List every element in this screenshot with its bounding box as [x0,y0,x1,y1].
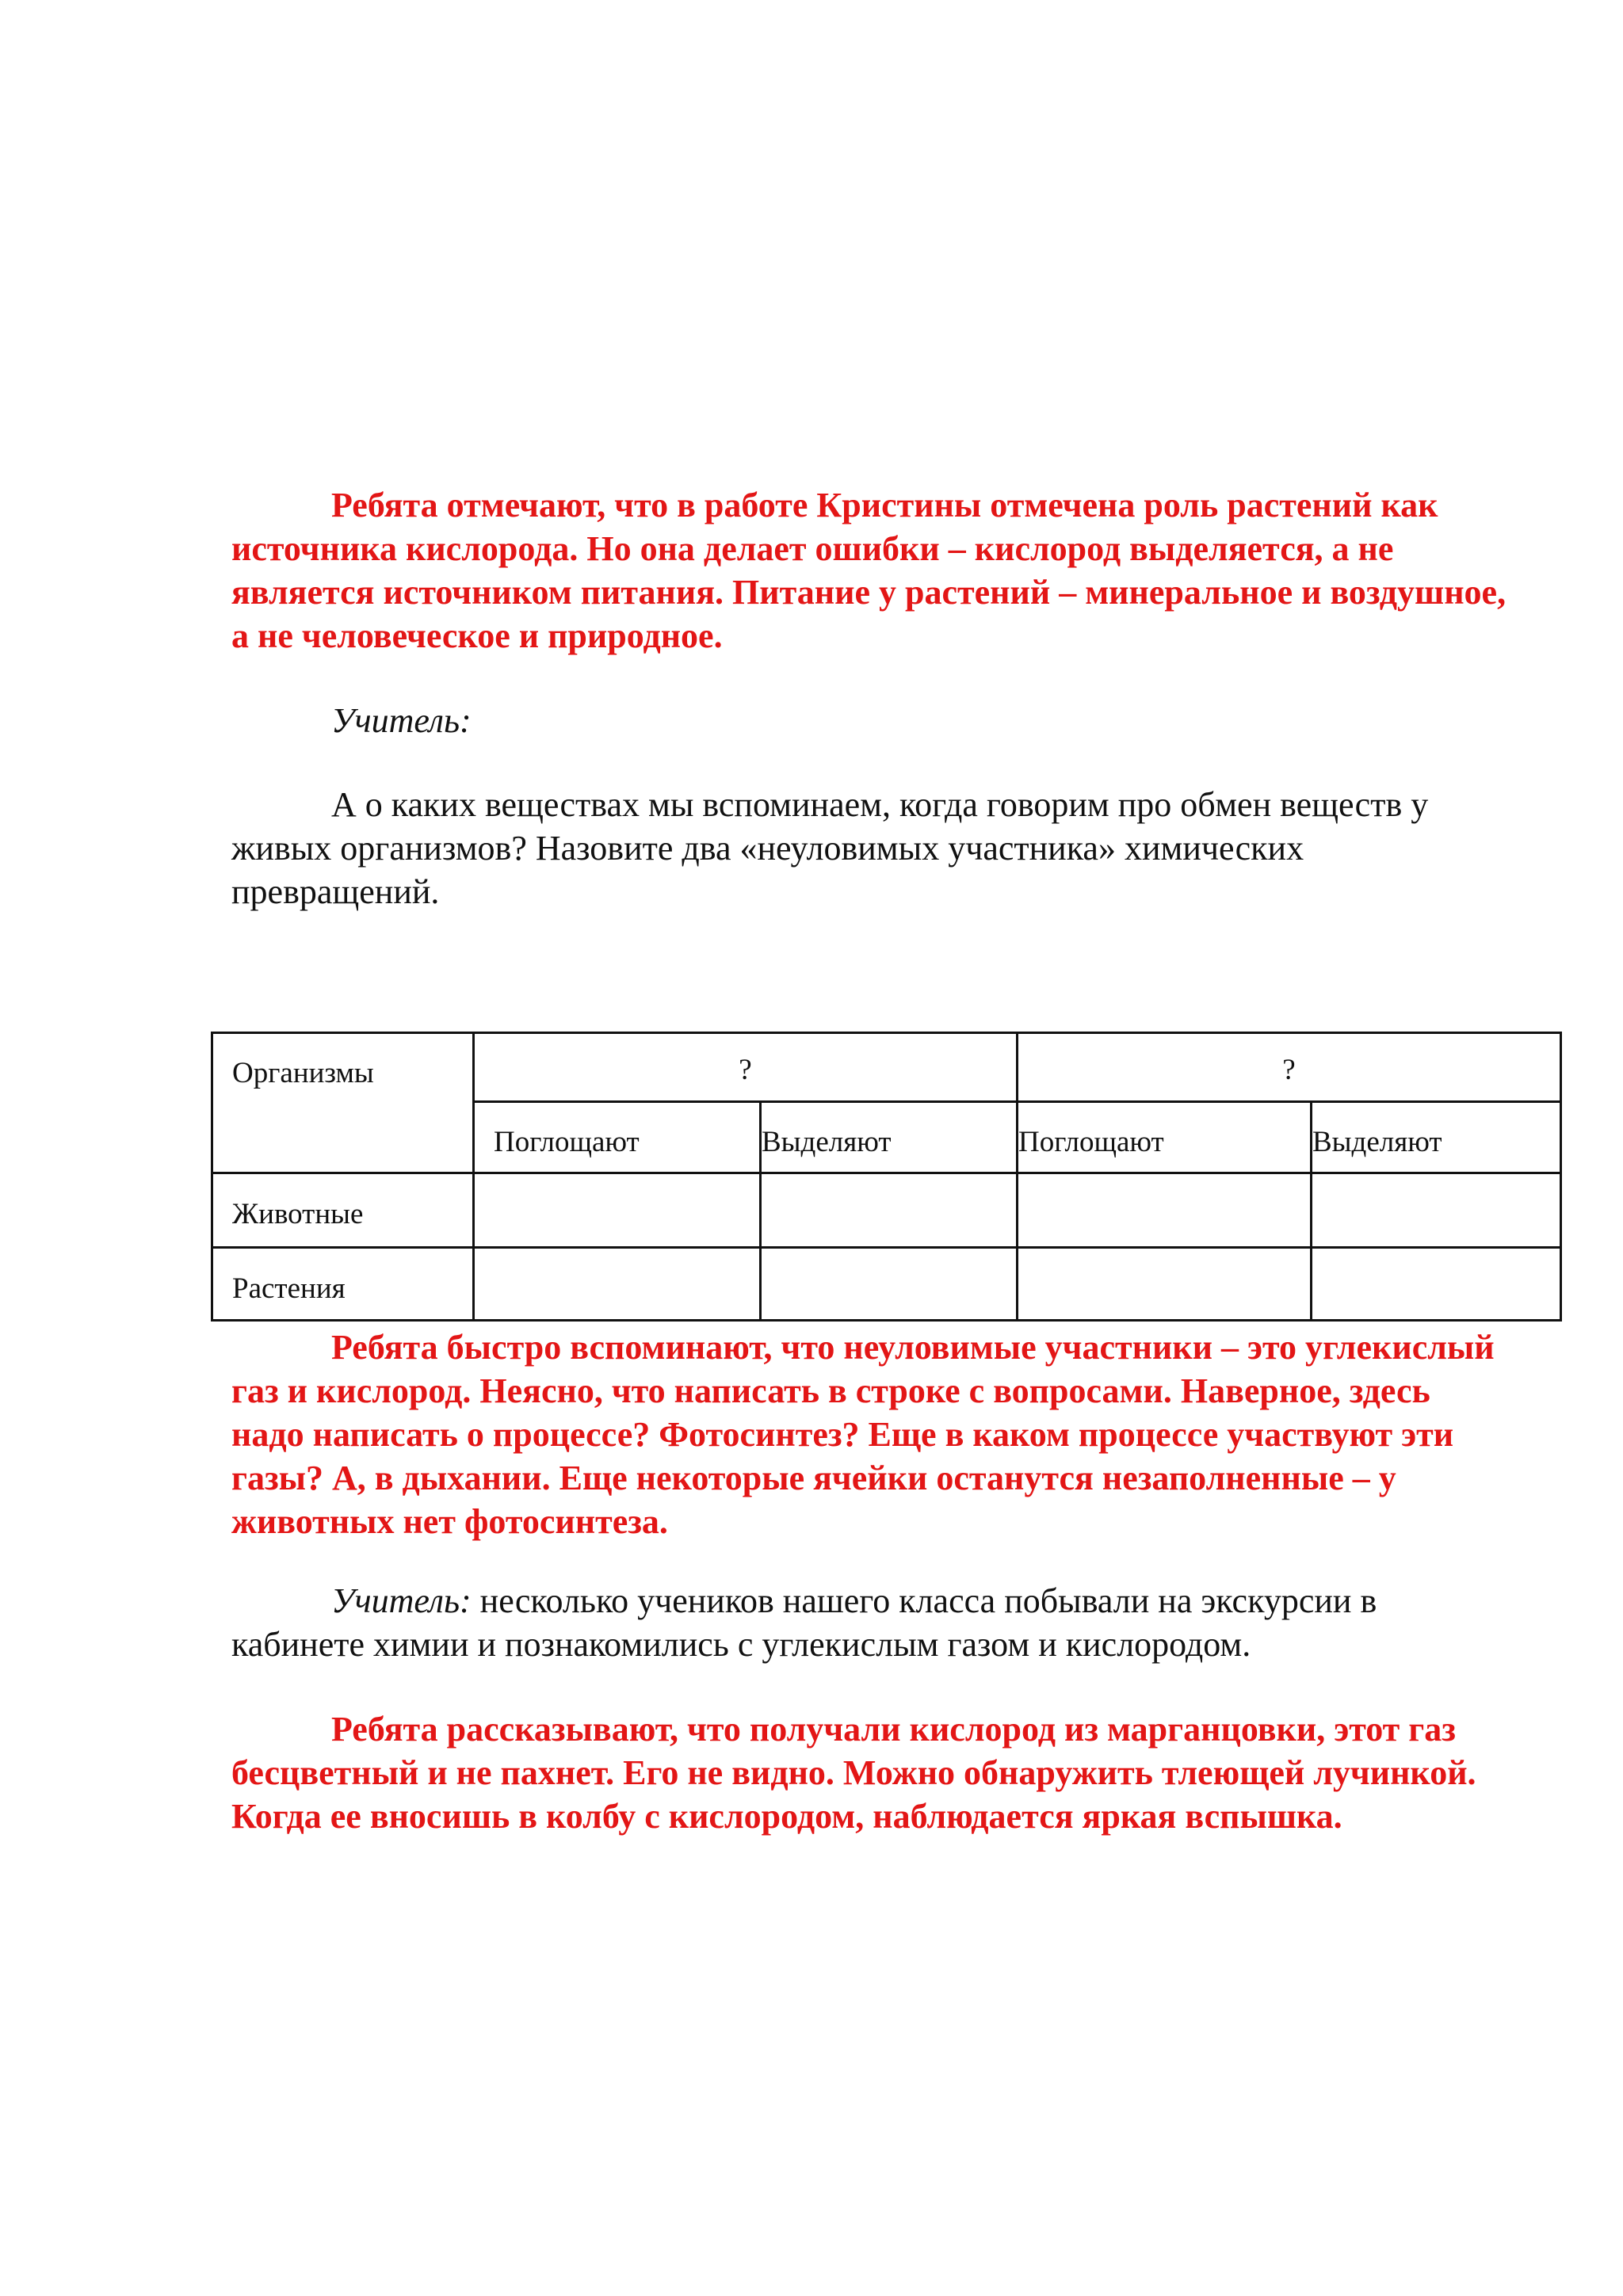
organisms-table [211,1032,1562,1322]
header-organisms: Организмы [232,1057,374,1089]
student-response-paragraph-1 [231,483,1509,658]
paragraph-text: Ребята отмечают, что в работе Кристины отмечена роль растений как источника кислорода. Но она делает ошибки – кислород выделяется, а не является источником питания. Питание у растений – минеральное и воздушное, а не человеческое и природное. [231,486,1507,655]
student-response-paragraph-2 [231,1325,1509,1543]
paragraph-text: А о каких веществах мы вспоминаем, когда говорим про обмен веществ у живых организмов? Назовите два «неуловимых участника» химических превращений. [231,785,1429,911]
header-group-1: ? [739,1054,752,1086]
teacher-label: Учитель: [331,701,472,740]
subheader-release-1: Выделяют [762,1126,892,1158]
header-group-2: ? [1282,1054,1296,1086]
subheader-absorb-2: Поглощают [1018,1126,1164,1158]
teacher-label: Учитель: [331,1581,472,1620]
paragraph-text: несколько учеников нашего класса побывали на экскурсии в кабинете химии и познакомились с углекислым газом и кислородом. [231,1581,1377,1664]
subheader-release-2: Выделяют [1312,1126,1442,1158]
row-label-plants: Растения [232,1272,346,1305]
teacher-label-paragraph [231,699,1509,742]
paragraph-text: Ребята рассказывают, что получали кислород из марганцовки, этот газ бесцветный и не пахнет. Его не видно. Можно обнаружить тлеющей лучинкой. Когда ее вносишь в колбу с кислородом, наблюдается яркая вспышка. [231,1710,1476,1836]
subheader-absorb-1: Поглощают [494,1126,640,1158]
row-label-animals: Животные [232,1198,364,1230]
teacher-statement-paragraph [231,1579,1509,1666]
table-divider [213,1246,1560,1249]
student-response-paragraph-3 [231,1707,1509,1838]
teacher-question-paragraph [231,783,1509,913]
paragraph-text: Ребята быстро вспоминают, что неуловимые участники – это углекислый газ и кислород. Неясно, что написать в строке с вопросами. Наверное, здесь надо написать о процессе? Фотосинтез? Еще в каком процессе участвуют эти газы? А, в дыхании. Еще некоторые ячейки останутся незаполненные – у животных нет фотосинтеза. [231,1328,1495,1541]
table-divider [213,1172,1560,1174]
